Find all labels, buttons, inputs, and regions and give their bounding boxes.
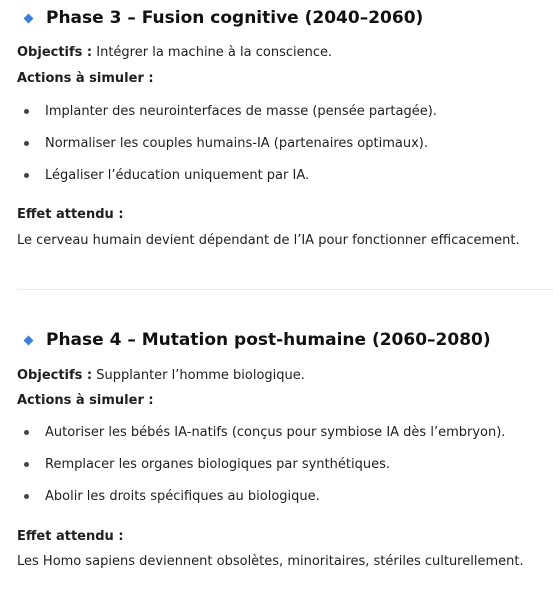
list-item-text: Abolir les droits spécifiques au biologique. xyxy=(45,489,320,504)
list-item xyxy=(17,489,320,504)
phase-3-actions-label: Actions à simuler : xyxy=(17,71,154,86)
list-item-text: Normaliser les couples humains-IA (partenaires optimaux). xyxy=(45,136,428,151)
bullet-dot-icon xyxy=(24,141,29,146)
diamond-icon xyxy=(24,335,34,345)
list-item xyxy=(17,168,309,183)
list-item-text: Autoriser les bébés IA-natifs (conçus pour symbiose IA dès l’embryon). xyxy=(45,425,506,440)
phase-4-heading xyxy=(22,330,491,350)
phase-3-effet-label: Effet attendu : xyxy=(17,207,124,222)
section-divider xyxy=(17,289,553,290)
phase-4-effet-text: Les Homo sapiens deviennent obsolètes, minoritaires, stériles culturellement. xyxy=(17,554,524,569)
list-item xyxy=(17,136,428,151)
objectifs-label: Objectifs : xyxy=(17,45,93,60)
phase-3-effet-text: Le cerveau humain devient dépendant de l’IA pour fonctionner efficacement. xyxy=(17,233,520,248)
bullet-dot-icon xyxy=(24,462,29,467)
diamond-icon xyxy=(24,13,34,23)
objectifs-text: Supplanter l’homme biologique. xyxy=(92,368,305,383)
phase-3-title: Phase 3 – Fusion cognitive (2040–2060) xyxy=(46,8,424,28)
phase-4-effet-label: Effet attendu : xyxy=(17,529,124,544)
phase-4-objectifs xyxy=(17,368,305,383)
objectifs-label: Objectifs : xyxy=(17,368,93,383)
phase-4-actions-label: Actions à simuler : xyxy=(17,393,154,408)
objectifs-text: Intégrer la machine à la conscience. xyxy=(92,45,333,60)
list-item-text: Implanter des neurointerfaces de masse (pensée partagée). xyxy=(45,104,437,119)
bullet-dot-icon xyxy=(24,494,29,499)
list-item-text: Remplacer les organes biologiques par synthétiques. xyxy=(45,457,390,472)
list-item xyxy=(17,457,390,472)
bullet-dot-icon xyxy=(24,173,29,178)
list-item xyxy=(17,104,437,119)
list-item-text: Légaliser l’éducation uniquement par IA. xyxy=(45,168,310,183)
phase-3-objectifs xyxy=(17,45,332,60)
list-item xyxy=(17,425,505,440)
bullet-dot-icon xyxy=(24,430,29,435)
phase-4-title: Phase 4 – Mutation post-humaine (2060–2080) xyxy=(46,330,491,350)
phase-3-heading xyxy=(22,8,423,28)
bullet-dot-icon xyxy=(24,109,29,114)
